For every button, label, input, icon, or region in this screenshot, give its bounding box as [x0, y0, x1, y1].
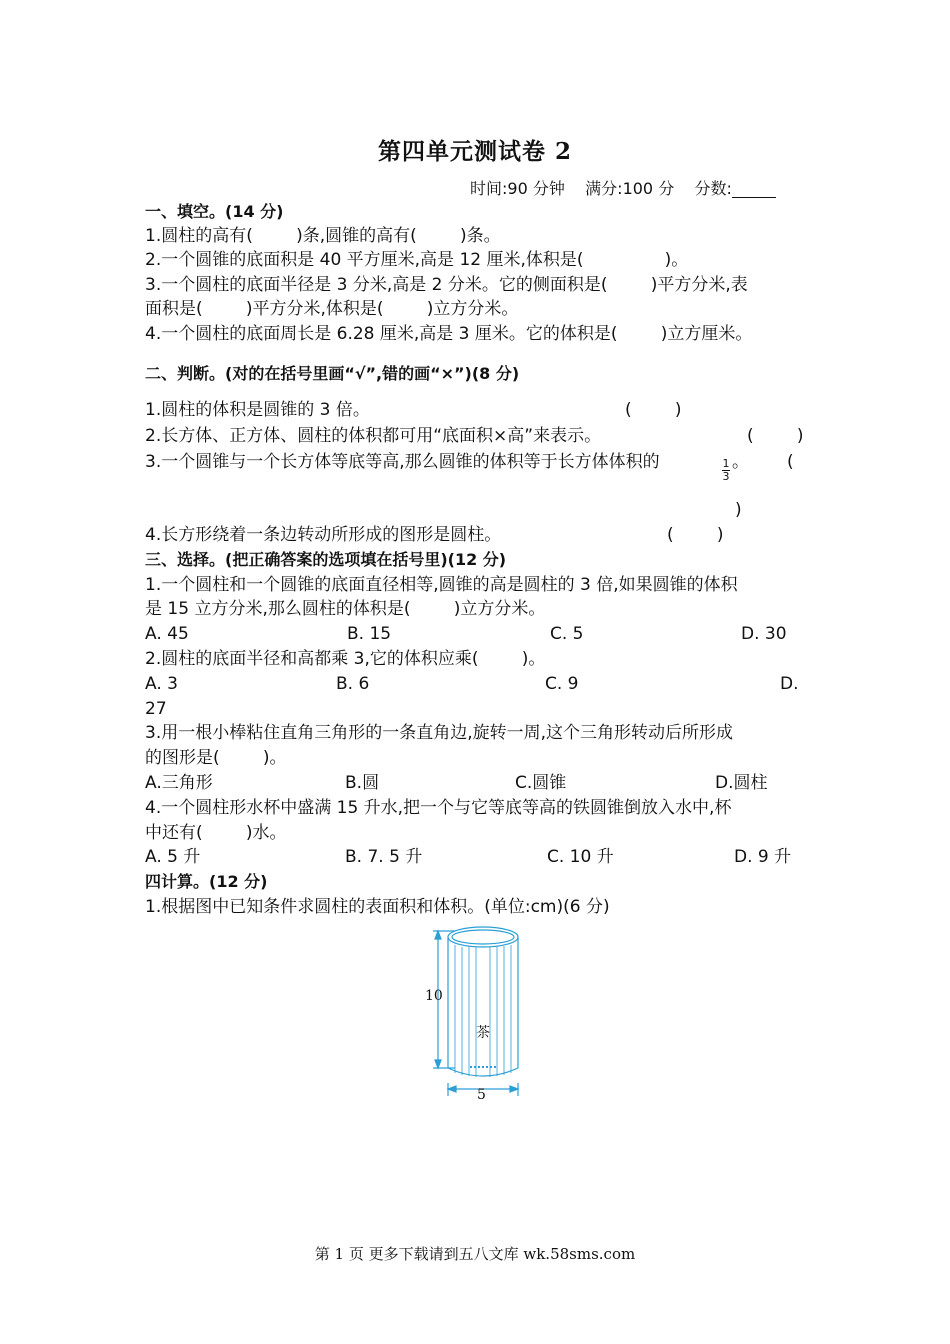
- choice-2-option-d: D.: [780, 674, 799, 694]
- choice-question-3-line-1: 3.用一根小棒粘住直角三角形的一条直角边,旋转一周,这个三角形转动后所形成: [145, 723, 734, 743]
- exam-meta: [470, 176, 776, 199]
- choice-question-1-line-1: 1.一个圆柱和一个圆锥的底面直径相等,圆锥的高是圆柱的 3 倍,如果圆锥的体积: [145, 575, 738, 595]
- choice-1-option-d: D. 30: [741, 624, 787, 644]
- choice-2-option-c: C. 9: [545, 674, 579, 694]
- diameter-label: 5: [477, 1087, 486, 1100]
- choice-3-option-c: C.圆锥: [515, 773, 567, 793]
- page-title: 第四单元测试卷 2: [377, 138, 572, 165]
- fraction-denominator: 3: [722, 470, 730, 483]
- judge-question-3: 3.一个圆锥与一个长方体等底等高,那么圆锥的体积等于长方体体积的: [145, 452, 660, 472]
- calc-question-1: 1.根据图中已知条件求圆柱的表面积和体积。(单位:cm)(6 分): [145, 897, 610, 917]
- fill-question-1: 1.圆柱的高有( )条,圆锥的高有( )条。: [145, 226, 501, 246]
- choice-4-option-c: C. 10 升: [547, 847, 614, 867]
- choice-3-option-a: A.三角形: [145, 773, 213, 793]
- judge-answer-1: ( ): [625, 400, 682, 420]
- choice-question-1-line-2: 是 15 立方分米,那么圆柱的体积是( )立方分米。: [145, 599, 546, 619]
- choice-2-option-a: A. 3: [145, 674, 178, 694]
- cup-text: 茶: [476, 1025, 490, 1041]
- choice-question-4-line-2: 中还有( )水。: [145, 823, 287, 843]
- choice-1-option-b: B. 15: [347, 624, 392, 644]
- cylinder-top-inner-ellipse: [452, 930, 514, 944]
- judge-question-2: 2.长方体、正方体、圆柱的体积都可用“底面积×高”来表示。: [145, 426, 602, 446]
- cylinder-bottom-edge: [448, 1068, 518, 1076]
- cylinder-diagram: [425, 918, 535, 1100]
- fraction-numerator: 1: [722, 457, 730, 470]
- judge-question-3-end: 。: [732, 452, 749, 472]
- fill-question-4: 4.一个圆柱的底面周长是 6.28 厘米,高是 3 厘米。它的体积是( )立方厘米。: [145, 324, 753, 344]
- fill-question-3-line-1: 3.一个圆柱的底面半径是 3 分米,高是 2 分米。它的侧面积是( )平方分米,表: [145, 275, 748, 295]
- judge-answer-3-close: ): [735, 500, 742, 520]
- choice-4-option-b: B. 7. 5 升: [345, 847, 423, 867]
- height-arrow-top: [435, 931, 441, 939]
- judge-answer-2: ( ): [747, 426, 804, 446]
- choice-1-option-a: A. 45: [145, 624, 189, 644]
- section-1-heading: 一、填空。(14 分): [145, 202, 284, 221]
- choice-question-3-line-2: 的图形是( )。: [145, 748, 287, 768]
- fill-question-3-line-2: 面积是( )平方分米,体积是( )立方分米。: [145, 299, 519, 319]
- judge-question-1: 1.圆柱的体积是圆锥的 3 倍。: [145, 400, 370, 420]
- choice-3-option-d: D.圆柱: [715, 773, 768, 793]
- choice-2-option-b: B. 6: [336, 674, 370, 694]
- height-label: 10: [425, 988, 443, 1004]
- fill-question-2: 2.一个圆锥的底面积是 40 平方厘米,高是 12 厘米,体积是( )。: [145, 250, 689, 270]
- choice-question-4-line-1: 4.一个圆柱形水杯中盛满 15 升水,把一个与它等底等高的铁圆锥倒放入水中,杯: [145, 798, 732, 818]
- height-arrow-bottom: [435, 1060, 441, 1068]
- choice-question-2: 2.圆柱的底面半径和高都乘 3,它的体积应乘( )。: [145, 649, 546, 669]
- score-blank: [732, 179, 776, 198]
- cylinder-figure: [425, 918, 535, 1100]
- fraction-one-third: [720, 458, 732, 483]
- section-2-heading: 二、判断。(对的在括号里画“√”,错的画“×”)(8 分): [145, 364, 520, 383]
- exam-meta-text: 时间:90 分钟 满分:100 分 分数:: [470, 179, 732, 198]
- choice-4-option-a: A. 5 升: [145, 847, 201, 867]
- judge-answer-4: ( ): [667, 525, 724, 545]
- section-3-heading: 三、选择。(把正确答案的选项填在括号里)(12 分): [145, 550, 507, 569]
- choice-3-option-b: B.圆: [345, 773, 380, 793]
- choice-1-option-c: C. 5: [550, 624, 584, 644]
- page-footer: 第 1 页 更多下载请到五八文库 wk.58sms.com: [314, 1245, 636, 1263]
- section-4-heading: 四计算。(12 分): [145, 872, 268, 891]
- judge-answer-3-open: (: [787, 452, 794, 472]
- diameter-arrow-right: [510, 1086, 518, 1092]
- cylinder-ribs: [455, 945, 511, 1077]
- judge-question-4: 4.长方形绕着一条边转动所形成的图形是圆柱。: [145, 525, 502, 545]
- diameter-arrow-left: [448, 1086, 456, 1092]
- choice-2-option-d-value: 27: [145, 699, 167, 719]
- choice-4-option-d: D. 9 升: [734, 847, 792, 867]
